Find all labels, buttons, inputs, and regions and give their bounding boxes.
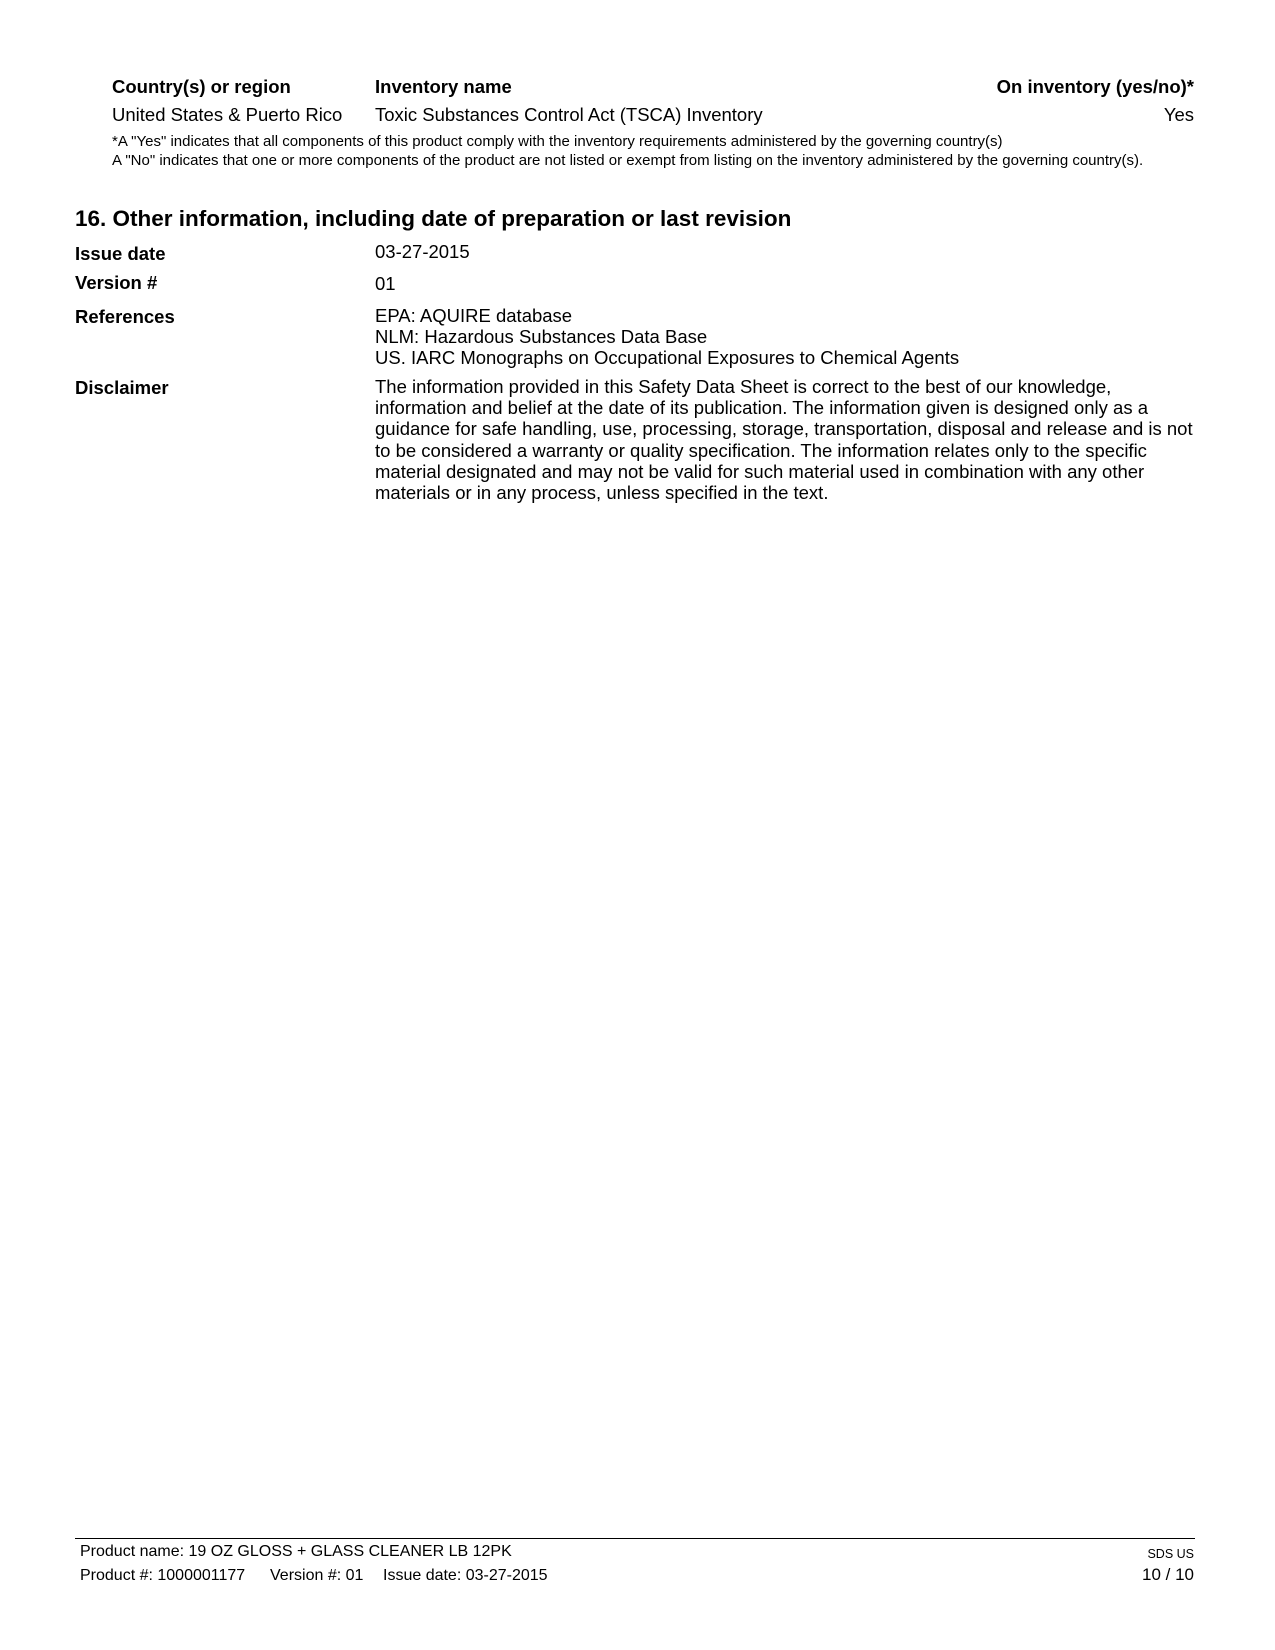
reference-item: US. IARC Monographs on Occupational Exposures to Chemical Agents xyxy=(375,347,960,368)
footer-version: Version #: 01 xyxy=(270,1567,364,1584)
inventory-footnote-no: A "No" indicates that one or more components of the product are not listed or exempt from listing on the inventory administered by the governing country(s). xyxy=(112,152,1144,169)
issue-date-label: Issue date xyxy=(75,243,166,264)
footer-issue-date: Issue date: 03-27-2015 xyxy=(383,1567,548,1584)
inventory-cell-on-inventory: Yes xyxy=(1163,104,1194,125)
footer-product-name: Product name: 19 OZ GLOSS + GLASS CLEANER LB 12PK xyxy=(80,1543,512,1560)
references-label: References xyxy=(75,306,175,327)
inventory-cell-country: United States & Puerto Rico xyxy=(112,104,343,125)
issue-date-value: 03-27-2015 xyxy=(375,241,470,262)
reference-item: EPA: AQUIRE database xyxy=(375,305,573,326)
footer-divider xyxy=(75,1538,1195,1539)
inventory-footnote-yes: *A "Yes" indicates that all components of this product comply with the inventory requirements administered by the governing country(s) xyxy=(112,133,1003,150)
reference-item: NLM: Hazardous Substances Data Base xyxy=(375,326,708,347)
version-label: Version # xyxy=(75,272,158,293)
footer-page-number: 10 / 10 xyxy=(1142,1565,1194,1584)
section-16-title: 16. Other information, including date of preparation or last revision xyxy=(75,206,792,231)
disclaimer-label: Disclaimer xyxy=(75,377,169,398)
inventory-cell-name: Toxic Substances Control Act (TSCA) Inventory xyxy=(375,104,763,125)
footer-doc-type: SDS US xyxy=(1147,1547,1194,1561)
footer-product-number: Product #: 1000001177 xyxy=(80,1567,246,1584)
references-list xyxy=(375,305,959,368)
disclaimer-text: The information provided in this Safety Data Sheet is correct to the best of our knowledge, information and belief at the date of its publication. The information given is designed only as a guidance for safe handling, use, processing, storage, transportation, disposal and release and is not to be considered a warranty or quality specification. The information relates only to the specific material designated and may not be valid for such material used in combination with any other materials or in any process, unless specified in the text. xyxy=(375,376,1193,504)
inventory-header-on-inventory: On inventory (yes/no)* xyxy=(996,76,1194,97)
version-value: 01 xyxy=(375,273,396,294)
inventory-header-country: Country(s) or region xyxy=(112,76,291,97)
inventory-header-name: Inventory name xyxy=(375,76,512,97)
